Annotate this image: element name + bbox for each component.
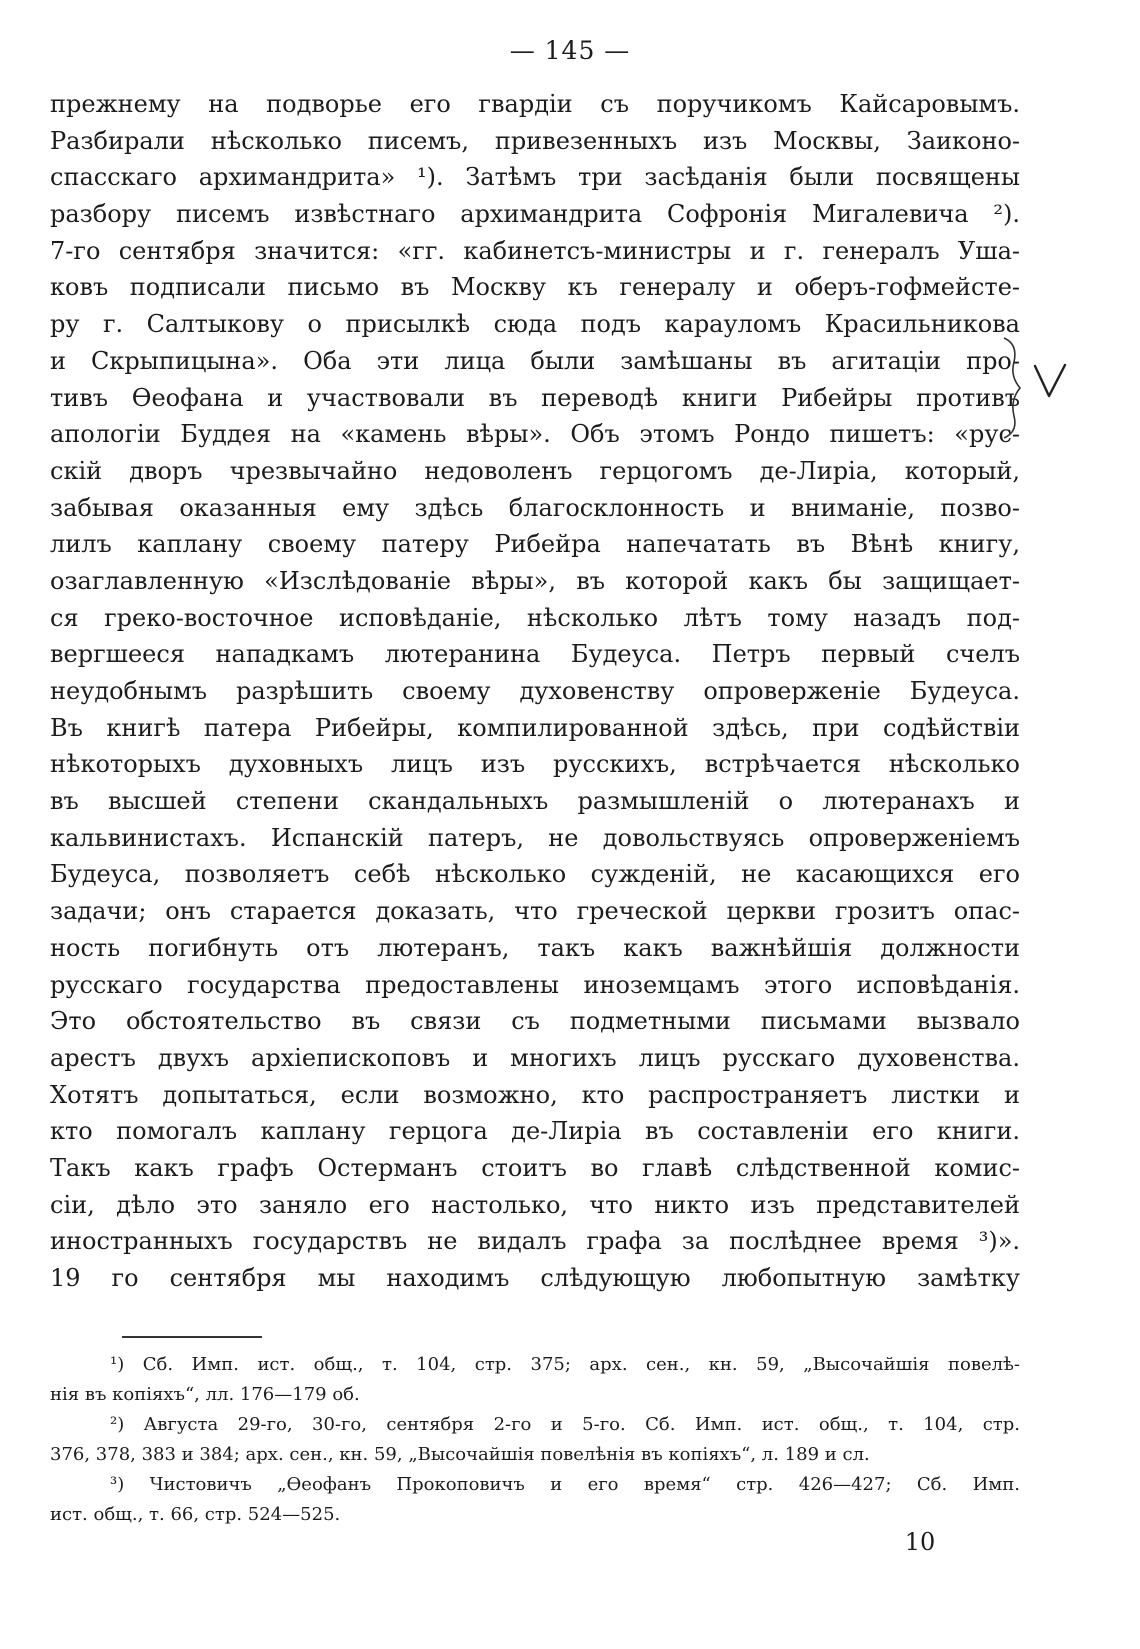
footnote-line: ист. общ., т. 66, стр. 524—525. — [50, 1504, 341, 1525]
text-line: 19 го сентября мы находимъ слѣдующую любопытную замѣтку — [50, 1264, 1020, 1292]
page-number: — 145 — — [509, 36, 631, 65]
text-line: Разбирали нѣсколько писемъ, привезенныхъ изъ Москвы, Заиконо- — [50, 126, 1020, 155]
text-line: иностранныхъ государствъ не видалъ графа за послѣднее время ³)». — [50, 1227, 1020, 1256]
text-line: нѣкоторыхъ духовныхъ лицъ изъ русскихъ, встрѣчается нѣсколько — [50, 750, 1020, 779]
text-line: русскаго государства предоставлены иноземцамъ этого исповѣданія. — [50, 970, 1020, 999]
text-line: кальвинистахъ. Испанскій патеръ, не довольствуясь опроверженіемъ — [50, 823, 1020, 852]
signature-mark: 10 — [904, 1528, 936, 1556]
text-line: забывая оказанныя ему здѣсь благосклонность и вниманіе, позво- — [50, 493, 1020, 522]
text-line: кто помогалъ каплану герцога де-Лиріа въ составленіи его книги. — [50, 1117, 1020, 1146]
text-line: задачи; онъ старается доказать, что греческой церкви грозитъ опас- — [50, 897, 1020, 926]
text-line: сіи, дѣло это заняло его настолько, что никто изъ представителей — [50, 1190, 1020, 1219]
footnote-line: 376, 378, 383 и 384; арх. сен., кн. 59, „Высочайшія повелѣнія въ копіяхъ“, л. 189 и сл. — [50, 1444, 870, 1465]
text-line: лилъ каплану своему патеру Рибейра напечатать въ Вѣнѣ книгу, — [50, 530, 1020, 559]
text-line: Это обстоятельство въ связи съ подметными письмами вызвало — [50, 1007, 1020, 1036]
text-line: неудобнымъ разрѣшить своему духовенству опроверженіе Будеуса. — [50, 677, 1020, 705]
text-line: вергшееся нападкамъ лютеранина Будеуса. Петръ первый счелъ — [50, 640, 1020, 669]
footnote-line: ²) Августа 29-го, 30-го, сентября 2-го и 5-го. Сб. Имп. ист. общ., т. 104, стр. — [110, 1414, 1020, 1435]
footnote-line: ¹) Сб. Имп. ист. общ., т. 104, стр. 375; арх. сен., кн. 59, „Высочайшія повелѣ- — [110, 1354, 1020, 1375]
text-line: и Скрыпицына». Оба эти лица были замѣшаны въ агитаціи про- — [50, 346, 1020, 375]
text-line: ся греко-восточное исповѣданіе, нѣсколько лѣтъ тому назадъ под- — [50, 603, 1020, 632]
text-line: въ высшей степени скандальныхъ размышленій о лютеранахъ и — [50, 787, 1020, 816]
body-text — [50, 86, 1020, 1297]
text-line: разбору писемъ извѣстнаго архимандрита Софронія Мигалевича ²). — [50, 200, 1020, 229]
text-line: 7-го сентября значится: «гг. кабинетсъ-министры и г. генералъ Уша- — [50, 236, 1020, 265]
footnote-line: нія въ копіяхъ“, лл. 176—179 об. — [50, 1384, 360, 1405]
text-line: арестъ двухъ архіепископовъ и многихъ лицъ русскаго духовенства. — [50, 1043, 1020, 1072]
text-line: Такъ какъ графъ Остерманъ стоитъ во главѣ слѣдственной комис- — [50, 1153, 1020, 1182]
footnote-line: ³) Чистовичъ „Ѳеофанъ Прокоповичъ и его время“ стр. 426—427; Сб. Имп. — [110, 1474, 1020, 1495]
footnote-rule — [122, 1336, 262, 1338]
pencil-check-mark — [1032, 362, 1068, 402]
pencil-bracket-mark — [1000, 336, 1024, 440]
footnotes — [50, 1350, 1020, 1530]
text-line: ру г. Салтыкову о присылкѣ сюда подъ карауломъ Красильникова — [50, 310, 1020, 339]
text-line: озаглавленную «Изслѣдованіе вѣры», въ которой какъ бы защищает- — [50, 566, 1020, 595]
text-line: ковъ подписали письмо въ Москву къ генералу и оберъ-гофмейсте- — [50, 273, 1020, 302]
text-line: прежнему на подворье его гвардіи съ поручикомъ Кайсаровымъ. — [50, 90, 1020, 118]
text-line: тивъ Ѳеофана и участвовали въ переводѣ книги Рибейры противъ — [50, 383, 1020, 412]
text-line: Хотятъ допытаться, если возможно, кто распространяетъ листки и — [50, 1080, 1020, 1109]
text-line: ность погибнуть отъ лютеранъ, такъ какъ важнѣйшія должности — [50, 933, 1020, 962]
text-line: Будеуса, позволяетъ себѣ нѣсколько сужденій, не касающихся его — [50, 860, 1020, 889]
text-line: апологіи Буддея на «камень вѣры». Объ этомъ Рондо пишетъ: «рус- — [50, 420, 1020, 449]
text-line: Въ книгѣ патера Рибейры, компилированной здѣсь, при содѣйствіи — [50, 713, 1020, 742]
text-line: скій дворъ чрезвычайно недоволенъ герцогомъ де-Лиріа, который, — [50, 456, 1020, 485]
text-line: спасскаго архимандрита» ¹). Затѣмъ три засѣданія были посвящены — [50, 163, 1020, 192]
